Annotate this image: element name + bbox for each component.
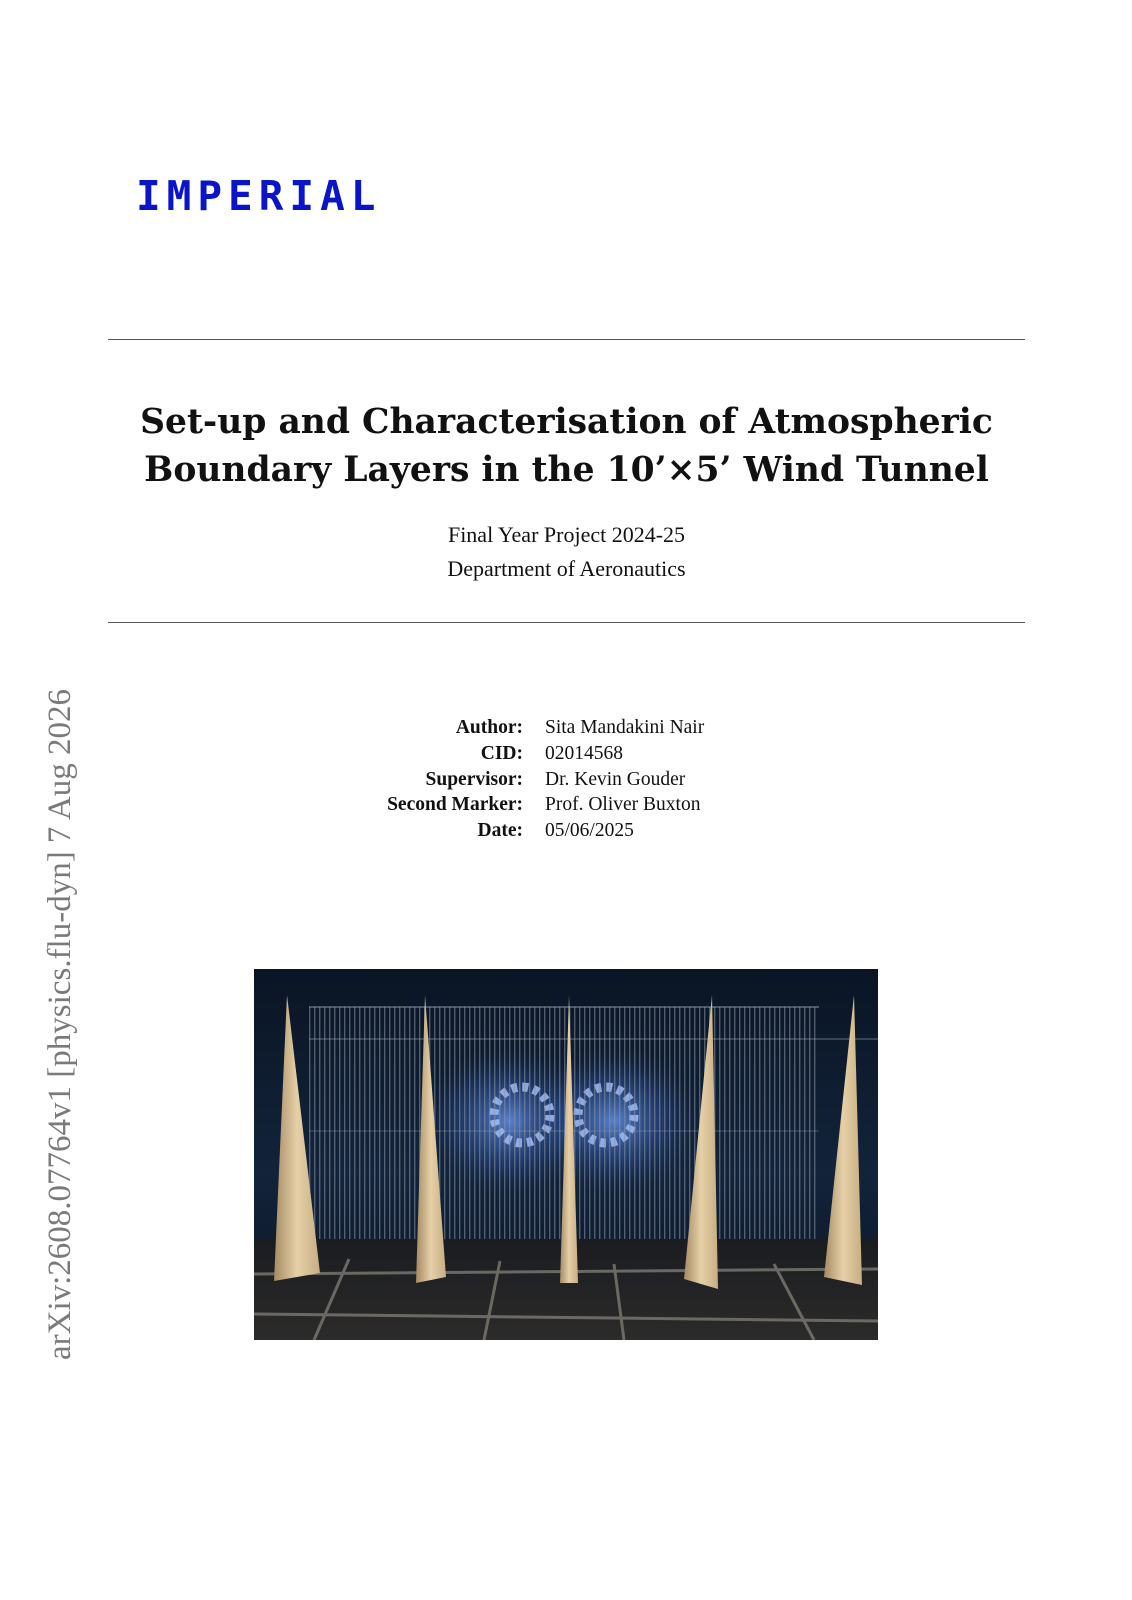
title-rule-top xyxy=(108,339,1025,340)
detail-label: Date: xyxy=(477,820,523,842)
title-line-2: Boundary Layers in the 10’×5’ Wind Tunnel xyxy=(144,450,989,490)
detail-label: Second Marker: xyxy=(387,794,523,816)
imperial-logo: IMPERIAL xyxy=(136,172,382,220)
detail-row-supervisor xyxy=(340,767,704,793)
detail-label: Supervisor: xyxy=(425,768,523,790)
detail-label: CID: xyxy=(480,742,523,764)
thesis-subtitle xyxy=(108,518,1025,586)
detail-value: 02014568 xyxy=(545,742,623,764)
detail-row-cid xyxy=(340,741,704,767)
project-details xyxy=(340,715,704,844)
title-line-1: Set-up and Characterisation of Atmospheric xyxy=(140,402,993,442)
detail-label: Author: xyxy=(455,717,523,738)
detail-row-date xyxy=(340,818,704,844)
detail-value: Sita Mandakini Nair xyxy=(545,717,705,738)
title-rule-bottom xyxy=(108,622,1025,623)
arxiv-identifier: arXiv:2608.07764v1 [physics.flu-dyn] 7 Aug 2026 xyxy=(42,689,78,1360)
subtitle-line-2: Department of Aeronautics xyxy=(447,556,686,581)
detail-row-author xyxy=(340,715,704,741)
detail-value: 05/06/2025 xyxy=(545,820,634,842)
thesis-title xyxy=(108,398,1025,494)
wind-tunnel-photo xyxy=(254,969,878,1340)
detail-value: Dr. Kevin Gouder xyxy=(545,768,686,790)
detail-value: Prof. Oliver Buxton xyxy=(545,794,701,816)
subtitle-line-1: Final Year Project 2024-25 xyxy=(447,522,686,547)
detail-row-second-marker xyxy=(340,792,704,818)
